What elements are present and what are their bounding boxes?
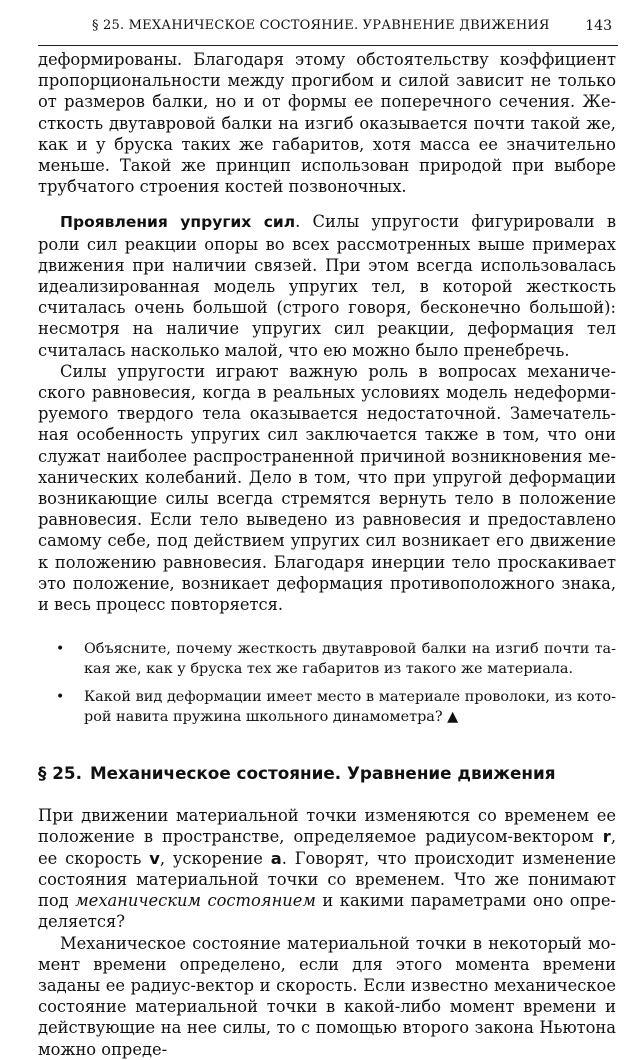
paragraph-oscillations: Силы упругости играют важную роль в вопросах механического равновесия, когда в реальных условиях модель недеформируемого твердого тела оказывается недостаточной. Замечательная особенность упругих сил заключается также в том, что они служат наиболее распространенной причиной возникновения механических колебаний. Дело в том, что при упругой деформации возникающие силы всегда стремятся вернуть тело в положение равновесия. Если тело выведено из равновесия и предоставлено самому себе, под действием упругих сил возникает его движение к положению равновесия. Благодаря инерции тело проскакивает это положение, возникает деформация противоположного знака, и весь процесс повторяется. bbox=[38, 361, 616, 615]
paragraph-text: и какими параметрами оно определяется? bbox=[38, 891, 617, 932]
running-head-title: § 25. МЕХАНИЧЕСКОЕ СОСТОЯНИЕ. УРАВНЕНИЕ ДВИЖЕНИЯ bbox=[92, 18, 550, 33]
paragraph-state-definition: Механическое состояние материальной точки в некоторый момент времени определено, если для этого момента времени заданы ее радиус-вектор и скорость. Если известно механическое состояние материальной точки в какой-либо момент времени и действующие на нее силы, то с помощью второго закона Ньютона можно опреде- bbox=[38, 933, 616, 1059]
bullet-icon: • bbox=[56, 689, 65, 706]
vector-v: v bbox=[149, 848, 160, 868]
paragraph-mechanical-state bbox=[38, 805, 616, 932]
page-body bbox=[38, 49, 616, 1060]
vector-r: r bbox=[602, 827, 611, 847]
paragraph-lead-heading: Проявления упругих сил bbox=[60, 213, 296, 232]
paragraph-text: , ускорение bbox=[159, 848, 271, 868]
section-heading bbox=[38, 761, 616, 785]
question-text: Объясните, почему жесткость двутавровой балки на изгиб почти такая же, как у бруска тех же габаритов из такого же материала. bbox=[84, 641, 616, 678]
paragraph-text: . Силы упругости фигурировали в роли сил реакции опоры во всех рассмотренных выше примерах движения при наличии связей. При этом всегда использовалась идеализированная модель упругих тел, в которой жесткость считалась очень большой (строго говоря, бесконечно большой): несмотря на наличие упругих сил реакции, деформация тел считалась насколько малой, что ею можно было пренебречь. bbox=[38, 212, 617, 360]
paragraph-elastic-forces bbox=[38, 211, 616, 360]
header-rule bbox=[38, 45, 618, 46]
paragraph-text: . Говорят, что происходит изменение состояния материальной точки со временем. Что же понимают под bbox=[38, 848, 616, 911]
running-head bbox=[0, 18, 628, 42]
italic-term: механическим состоянием bbox=[75, 891, 316, 911]
vector-a: a bbox=[270, 848, 282, 868]
paragraph-continuation: деформированы. Благодаря этому обстоятельству коэффициент пропорциональности между прогибом и силой зависит не только от размеров балки, но и от формы ее поперечного сечения. Жесткость двутавровой балки на изгиб оказывается почти такой же, как и у бруска таких же габаритов, хотя масса ее значительно меньше. Такой же принцип использован природой при выборе трубчатого строения костей позвоночных. bbox=[38, 50, 616, 197]
section-title: Механическое состояние. Уравнение движения bbox=[89, 763, 556, 784]
paragraph-text: При движении материальной точки изменяются со временем ее положение в пространстве, определяемое радиусом-вектором bbox=[38, 806, 616, 847]
question-item bbox=[38, 639, 616, 679]
paragraph-text: , ее скорость bbox=[38, 827, 616, 868]
question-item bbox=[38, 687, 616, 727]
section-number: § 25. bbox=[38, 763, 82, 784]
bullet-icon: • bbox=[56, 641, 65, 658]
question-text: Какой вид деформации имеет место в материале проволоки, из которой навита пружина школьного динамометра? ▲ bbox=[84, 689, 616, 726]
paragraph-gap bbox=[38, 197, 616, 211]
page-number: 143 bbox=[585, 18, 612, 34]
review-questions bbox=[38, 639, 616, 727]
